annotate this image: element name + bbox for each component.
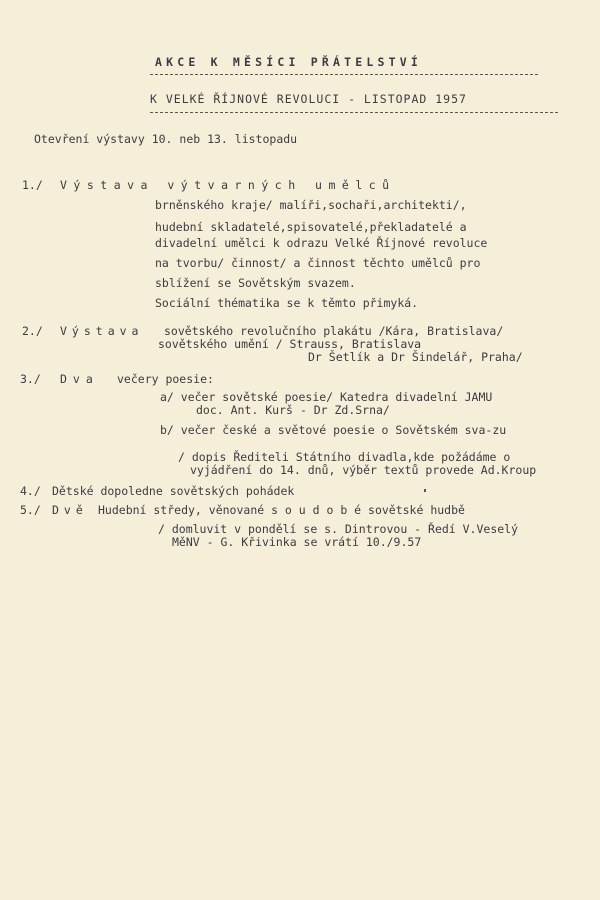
title-underline-2 [150,112,558,113]
item-1-heading: Výstava výtvarných umělců [60,178,396,192]
item-1-line: brněnského kraje/ malíři,sochaři,architekti/, [155,198,467,212]
item-4-heading: Dětské dopoledne sovětských pohádek [52,484,295,498]
ink-mark [424,489,426,492]
item-5-line: MěNV - G. Křivinka se vrátí 10./9.57 [172,535,422,549]
item-3-heading: Dva [60,372,99,386]
item-1-line: hudební skladatelé,spisovatelé,překladatelé a [155,220,467,234]
item-3-line: vyjádření do 14. dnů, výběr textů provede Ad.Kroup [190,463,537,477]
item-5-number: 5./ [20,503,41,517]
item-1-line: divadelní umělci k odrazu Velké Říjnové revoluce [155,236,488,250]
title-line-1: AKCE K MĚSÍCI PŘÁTELSTVÍ [155,55,422,69]
item-2-line: sovětského umění / Strauss, Bratislava [158,337,422,351]
item-2-line: Dr Šetlík a Dr Šindelář, Praha/ [308,350,523,364]
item-1-line: Sociální thématika se k těmto přimyká. [155,296,419,310]
item-3-heading-rest: večery poesie: [117,372,214,386]
item-4-number: 4./ [20,484,41,498]
title-underline-1 [150,74,538,75]
item-3-line: a/ večer sovětské poesie/ Katedra divadelní JAMU [160,390,493,404]
item-3-line: doc. Ant. Kurš - Dr Zd.Srna/ [196,403,390,417]
title-line-2: K VELKÉ ŘÍJNOVÉ REVOLUCI - LISTOPAD 1957 [150,92,467,106]
item-1-line: na tvorbu/ činnost/ a činnost těchto umělců pro [155,256,481,270]
opening-date: Otevření výstavy 10. neb 13. listopadu [34,132,298,146]
item-5-heading-rest: Hudební středy, věnované s o u d o b é sovětské hudbě [98,503,465,517]
item-3-line: b/ večer české a světové poesie o Sovětském sva-zu [160,423,507,437]
item-5-heading: Dvě [52,503,88,517]
item-2-number: 2./ [22,324,43,338]
item-1-line: sblížení se Sovětským svazem. [155,276,356,290]
item-3-number: 3./ [20,372,41,386]
item-1-number: 1./ [22,178,43,192]
item-5-line: / domluvit v pondělí se s. Dintrovou - Ředí V.Veselý [158,522,519,536]
item-2-heading-rest: sovětského revolučního plakátu /Kára, Bratislava/ [164,324,504,338]
item-3-line: / dopis Řediteli Státního divadla,kde požádáme o [178,450,511,464]
item-2-heading: Výstava [60,324,144,338]
